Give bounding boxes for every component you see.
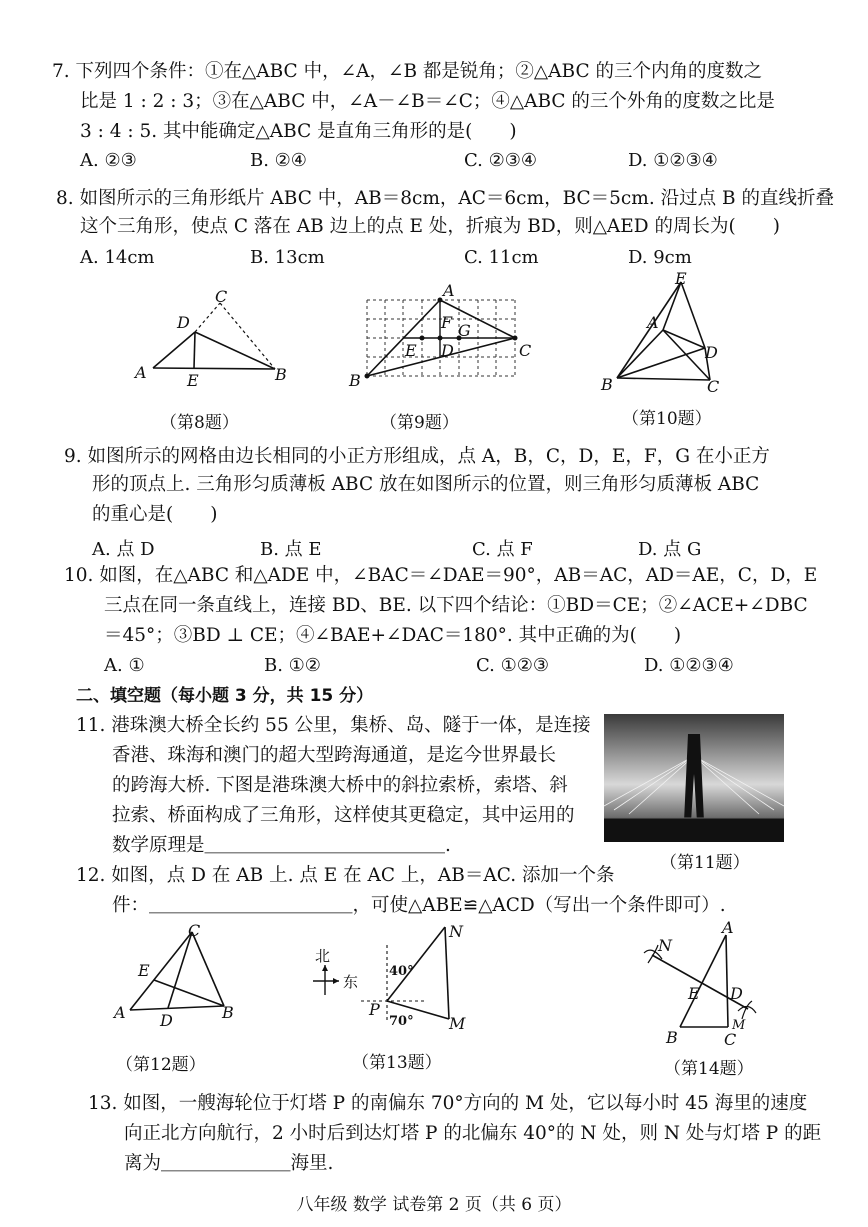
q13-line3: 离为＿＿＿＿＿＿＿海里. <box>124 1153 334 1174</box>
q7-option-a: A. ②③ <box>80 150 137 171</box>
fig8-label-a: A <box>135 363 147 382</box>
q7-line3: 3 : 4 : 5. 其中能确定△ABC 是直角三角形的是( ) <box>80 121 517 142</box>
fig14-label-c: C <box>724 1030 737 1049</box>
q8-line2: 这个三角形，使点 C 落在 AB 边上的点 E 处，折痕为 BD，则△AED 的周长为( ) <box>80 216 780 237</box>
fig9-label-g: G <box>458 321 471 340</box>
section-2-heading: 二、填空题（每小题 3 分，共 15 分） <box>76 686 374 706</box>
fig12-caption: （第12题） <box>116 1055 206 1075</box>
q8-option-b: B. 13cm <box>250 247 325 268</box>
fig9-label-e: E <box>405 341 417 360</box>
q11-line1: 11. 港珠澳大桥全长约 55 公里，集桥、岛、隧于一体，是连接 <box>76 715 591 736</box>
cable-stayed-bridge-image <box>604 714 784 842</box>
q9-option-d: D. 点 G <box>638 539 702 560</box>
q13-line2: 向正北方向航行，2 小时后到达灯塔 P 的北偏东 40°的 N 处，则 N 处与灯塔 P 的距 <box>124 1123 822 1144</box>
fig13-caption: （第13题） <box>352 1053 442 1073</box>
fig10-label-a: A <box>647 313 659 332</box>
fig12-label-e: E <box>138 961 150 980</box>
figure-14-construction <box>630 915 770 1047</box>
q9-option-b: B. 点 E <box>260 539 322 560</box>
fig8-label-b: B <box>275 365 287 384</box>
q10-option-d: D. ①②③④ <box>644 655 734 676</box>
q10-line3: ＝45°；③BD ⊥ CE；④∠BAE+∠DAC＝180°. 其中正确的为( ) <box>104 625 682 646</box>
fig9-label-b: B <box>349 371 361 390</box>
fig13-label-p: P <box>369 1000 380 1019</box>
fig14-label-d: D <box>730 984 743 1003</box>
q8-option-c: C. 11cm <box>464 247 539 268</box>
q9-line1: 9. 如图所示的网格由边长相同的小正方形组成，点 A，B，C，D，E，F，G 在小正方 <box>64 446 770 467</box>
fig9-label-d: D <box>441 341 454 360</box>
fig13-label-n: N <box>449 922 463 941</box>
figure-9-grid <box>345 282 530 392</box>
fig12-label-c: C <box>188 921 201 940</box>
fig8-caption: （第8题） <box>160 413 239 433</box>
fig13-east-label: 东 <box>343 973 359 991</box>
fig9-label-c: C <box>519 341 532 360</box>
q12-line1: 12. 如图，点 D 在 AB 上. 点 E 在 AC 上，AB＝AC. 添加一个条 <box>76 865 615 886</box>
q11-line5: 数学原理是＿＿＿＿＿＿＿＿＿＿＿＿＿. <box>112 835 451 856</box>
q10-option-b: B. ①② <box>264 655 321 676</box>
q10-line2: 三点在同一条直线上，连接 BD、BE. 以下四个结论：①BD＝CE；②∠ACE+∠DBC <box>104 595 808 616</box>
q10-option-c: C. ①②③ <box>476 655 549 676</box>
q13-line1: 13. 如图，一艘海轮位于灯塔 P 的南偏东 70°方向的 M 处，它以每小时 45 海里的速度 <box>88 1093 808 1114</box>
q10-line1: 10. 如图，在△ABC 和△ADE 中，∠BAC＝∠DAE＝90°，AB＝AC，AD＝AE，C，D，E <box>64 565 818 586</box>
q7-option-b: B. ②④ <box>250 150 307 171</box>
q7-line1: 7. 下列四个条件：①在△ABC 中，∠A，∠B 都是锐角；②△ABC 的三个内角的度数之 <box>52 61 762 82</box>
q8-option-d: D. 9cm <box>628 247 692 268</box>
q10-option-a: A. ① <box>104 655 145 676</box>
figure-12-triangle <box>110 918 245 1028</box>
fig10-label-b: B <box>601 375 613 394</box>
q8-line1: 8. 如图所示的三角形纸片 ABC 中，AB＝8cm，AC＝6cm，BC＝5cm. 沿过点 B 的直线折叠 <box>56 188 834 209</box>
q12-line2: 件：＿＿＿＿＿＿＿＿＿＿＿，可使△ABE≌△ACD（写出一个条件即可）. <box>112 895 726 916</box>
fig14-label-b: B <box>666 1028 678 1047</box>
q9-line2: 形的顶点上. 三角形匀质薄板 ABC 放在如图所示的位置，则三角形匀质薄板 ABC <box>92 474 760 495</box>
q11-line3: 的跨海大桥. 下图是港珠澳大桥中的斜拉索桥，索塔、斜 <box>112 775 568 796</box>
fig13-angle-70: 70° <box>389 1014 414 1029</box>
fig13-angle-40: 40° <box>389 964 414 979</box>
q7-option-d: D. ①②③④ <box>628 150 718 171</box>
fig12-label-d: D <box>160 1011 173 1030</box>
q11-line4: 拉索、桥面构成了三角形，这样使其更稳定，其中运用的 <box>112 805 575 826</box>
q9-option-a: A. 点 D <box>92 539 155 560</box>
q11-line2: 香港、珠海和澳门的超大型跨海通道，是迄今世界最长 <box>112 745 557 766</box>
fig14-caption: （第14题） <box>664 1059 754 1079</box>
fig12-label-b: B <box>222 1003 234 1022</box>
figure-13-bearing <box>305 915 485 1035</box>
fig10-caption: （第10题） <box>622 409 712 429</box>
figure-10-triangles <box>595 268 735 394</box>
fig13-label-m: M <box>449 1014 466 1033</box>
figure-8-triangle <box>125 282 305 392</box>
fig9-label-a: A <box>443 281 455 300</box>
q8-option-a: A. 14cm <box>80 247 155 268</box>
fig8-label-e: E <box>187 371 199 390</box>
q9-line3: 的重心是( ) <box>92 504 218 525</box>
fig8-label-d: D <box>177 313 190 332</box>
fig13-north-label: 北 <box>315 947 331 965</box>
fig12-label-a: A <box>114 1003 126 1022</box>
q7-option-c: C. ②③④ <box>464 150 537 171</box>
fig10-label-e: E <box>675 269 687 288</box>
q7-line2: 比是 1 : 2 : 3；③在△ABC 中，∠A－∠B＝∠C；④△ABC 的三个外角的度数之比是 <box>80 91 775 112</box>
fig10-label-d: D <box>705 343 718 362</box>
fig11-caption: （第11题） <box>660 853 750 873</box>
fig9-label-f: F <box>441 313 453 332</box>
page-footer: 八年级 数学 试卷第 2 页（共 6 页） <box>296 1195 572 1215</box>
bridge-photo <box>604 714 784 842</box>
fig14-label-a: A <box>722 918 734 937</box>
fig14-label-m: M <box>732 1018 746 1033</box>
fig10-label-c: C <box>707 377 720 396</box>
fig8-label-c: C <box>215 287 228 306</box>
fig9-caption: （第9题） <box>380 413 459 433</box>
fig14-label-e: E <box>688 984 700 1003</box>
fig14-label-n: N <box>658 936 672 955</box>
q9-option-c: C. 点 F <box>472 539 533 560</box>
